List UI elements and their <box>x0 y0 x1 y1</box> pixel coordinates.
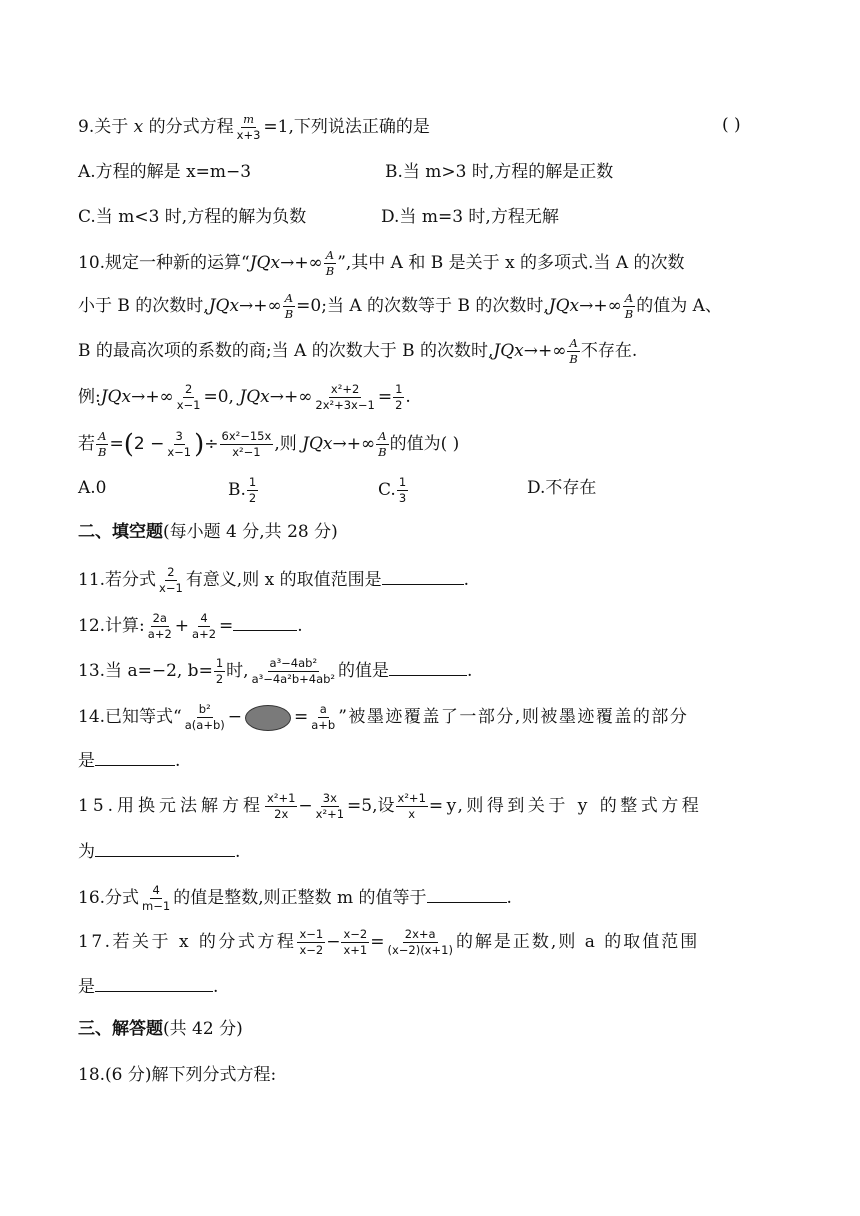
question-18: 18.(6 分)解下列分式方程: <box>78 1065 277 1085</box>
q9-text-mid: 的分式方程 <box>148 117 234 137</box>
q14-fraction-1: $\frac{\text{b²}}{a(a+b)}$ <box>184 702 225 732</box>
q9-option-d: D.当 m=3 时,方程无解 <box>381 207 559 227</box>
question-10-line-3: B 的最高次项的系数的商;当 A 的次数大于 B 的次数时,JQx→+∞ $\frac{A}{B}$ 不存在. <box>78 336 638 366</box>
q17-fraction-1: $\frac{x-1}{x-2}$ <box>299 927 324 957</box>
example-fraction-1: $\frac{2}{x-1}$ <box>176 382 201 412</box>
question-15-line-1: 15.用换元法解方程 $\frac{\text{x²+1}}{2x}$ − $\frac{3x}{\text{x²+1}}$ =5,设 $\frac{\text{x²+1}}{x}$ =y,则得到关于 y 的整式方程 <box>78 791 703 821</box>
q17-fraction-2: $\frac{x-2}{x+1}$ <box>343 927 368 957</box>
divisor-fraction: $\frac{\text{6x²−15x}}{\text{x²−1}}$ <box>221 429 272 459</box>
question-16: 16.分式 $\frac{4}{m-1}$ 的值是整数,则正整数 m 的值等于 . <box>78 883 512 913</box>
answer-blank[interactable] <box>427 884 507 903</box>
example-fraction-2: $\frac{\text{x²+2}}{\text{2x²+3x−1}}$ <box>315 382 375 412</box>
a-over-b-fraction: $\frac{A}{B}$ <box>284 291 294 321</box>
answer-blank[interactable] <box>95 973 213 992</box>
q12-fraction-1: $\frac{2a}{a+2}$ <box>147 611 172 641</box>
question-10-condition: 若 $\frac{A}{B}$ =(2 − $\frac{3}{x-1}$ )÷ $\frac{\text{6x²−15x}}{\text{x²−1}}$ ,则 JQx→+∞ $\frac{A}{B}$ 的值为( ) <box>78 429 460 460</box>
answer-blank[interactable] <box>389 657 467 676</box>
question-17-line-2: 是 . <box>78 973 782 999</box>
ink-blot <box>245 705 291 731</box>
q9-text: 9.关于 <box>78 117 129 137</box>
q13-b-fraction: $\frac{1}{2}$ <box>215 656 224 686</box>
section-3-heading <box>78 1017 782 1041</box>
a-over-b-fraction: $\frac{A}{B}$ <box>325 248 335 278</box>
q15-fraction-2: $\frac{3x}{\text{x²+1}}$ <box>315 791 345 821</box>
answer-blank[interactable] <box>382 566 464 585</box>
question-14-line-1: 14.已知等式“ $\frac{\text{b²}}{a(a+b)}$ − = $\frac{a}{a+b}$ ”被墨迹覆盖了一部分,则被墨迹覆盖的部分 <box>78 702 689 732</box>
a-over-b-fraction: $\frac{A}{B}$ <box>569 336 578 366</box>
example-result-fraction: $\frac{1}{2}$ <box>395 382 403 412</box>
q14-fraction-2: $\frac{a}{a+b}$ <box>311 702 336 732</box>
section-2-title: 二、填空题 <box>78 522 163 542</box>
q9-fraction: $\frac{m}{x+3}$ <box>236 112 261 142</box>
q10-option-c: C. $\frac{1}{3}$ <box>378 475 407 505</box>
question-15-line-2: 为 . <box>78 838 782 864</box>
question-10-line-1: 10.规定一种新的运算“JQx→+∞ $\frac{A}{B}$ ”,其中 A 和 B 是关于 x 的多项式.当 A 的次数 <box>78 248 685 278</box>
q17-fraction-3: $\frac{2x+a}{(x-2)(x+1)}$ <box>387 927 453 957</box>
q9-option-a: A.方程的解是 x=m−3 <box>78 162 252 182</box>
third-fraction: $\frac{1}{3}$ <box>398 475 407 505</box>
a-over-b-fraction: $\frac{A}{B}$ <box>624 291 634 321</box>
three-over-x-minus-1: $\frac{3}{x-1}$ <box>167 429 192 459</box>
question-9 <box>78 113 782 142</box>
q10-option-d: D.不存在 <box>527 478 597 498</box>
q9-answer-paren: ( ) <box>722 115 741 135</box>
q10-option-b: B. $\frac{1}{2}$ <box>228 475 257 505</box>
q16-fraction: $\frac{4}{m-1}$ <box>142 883 171 913</box>
question-10-line-2: 小于 B 的次数时,JQx→+∞ $\frac{A}{B}$ =0;当 A 的次数等于 B 的次数时,JQx→+∞ $\frac{A}{B}$ 的值为 A、 <box>78 291 722 321</box>
q13-expression-fraction: $\frac{\text{a³−4ab²}}{\text{a³−4a²b+4ab²}}$ <box>251 656 336 686</box>
jq-operator: JQx→+∞ <box>249 253 323 273</box>
section-3-note: (共 42 分) <box>163 1019 243 1039</box>
answer-blank[interactable] <box>95 838 235 857</box>
q9-var: x <box>133 117 144 137</box>
question-17-line-1: 17.若关于 x 的分式方程 $\frac{x-1}{x-2}$ − $\frac{x-2}{x+1}$ = $\frac{2x+a}{(x-2)(x+1)}$ 的解是正数,则 a 的取值范围 <box>78 927 700 957</box>
a-over-b-fraction: $\frac{A}{B}$ <box>378 429 387 459</box>
q15-fraction-3: $\frac{\text{x²+1}}{x}$ <box>397 791 426 821</box>
q9-option-c: C.当 m<3 时,方程的解为负数 <box>78 207 307 227</box>
section-2-note: (每小题 4 分,共 28 分) <box>163 522 338 542</box>
half-fraction: $\frac{1}{2}$ <box>248 475 257 505</box>
answer-blank[interactable] <box>95 747 175 766</box>
q10-option-a: A.0 <box>78 478 107 498</box>
q15-fraction-1: $\frac{\text{x²+1}}{2x}$ <box>267 791 296 821</box>
answer-blank[interactable] <box>233 612 297 631</box>
q9-text-suffix: =1,下列说法正确的是 <box>263 117 430 137</box>
section-3-title: 三、解答题 <box>78 1019 163 1039</box>
question-12: 12.计算: $\frac{2a}{a+2}$ + $\frac{4}{a+2}$ = . <box>78 611 303 641</box>
q9-option-b: B.当 m>3 时,方程的解是正数 <box>385 162 614 182</box>
question-13: 13.当 a=−2, b= $\frac{1}{2}$ 时, $\frac{\text{a³−4ab²}}{\text{a³−4a²b+4ab²}}$ 的值是 . <box>78 656 473 686</box>
q12-fraction-2: $\frac{4}{a+2}$ <box>192 611 217 641</box>
question-10-example: 例:JQx→+∞ $\frac{2}{x-1}$ =0, JQx→+∞ $\frac{\text{x²+2}}{\text{2x²+3x−1}}$ = $\frac{1}{2}$ . <box>78 382 411 412</box>
section-2-heading <box>78 520 782 544</box>
question-11: 11.若分式 $\frac{2}{x-1}$ 有意义,则 x 的取值范围是 . <box>78 565 470 595</box>
a-over-b-fraction: $\frac{A}{B}$ <box>98 429 107 459</box>
question-14-line-2: 是 . <box>78 747 782 773</box>
q11-fraction: $\frac{2}{x-1}$ <box>159 565 183 595</box>
